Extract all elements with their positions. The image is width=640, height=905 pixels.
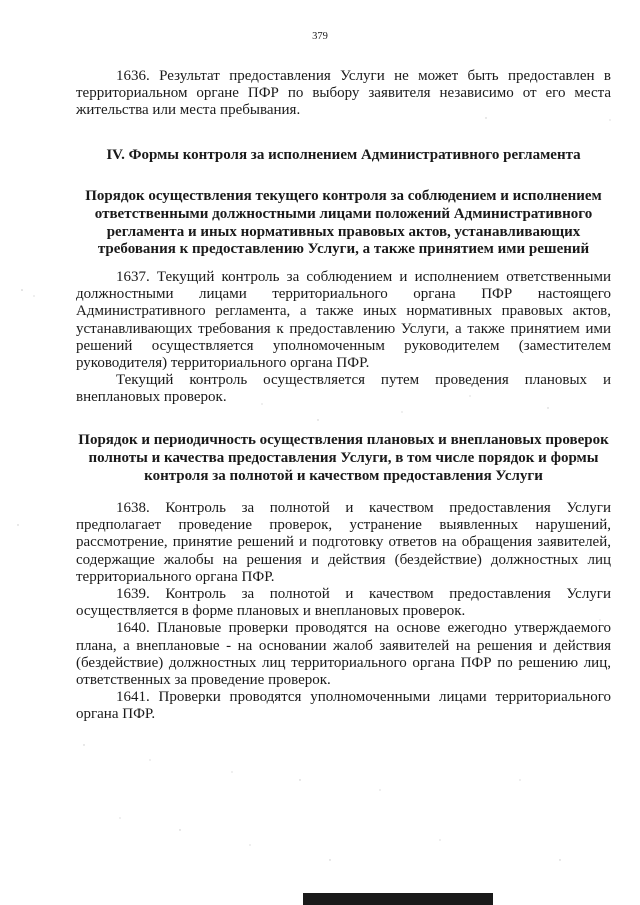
paragraph-1636: 1636. Результат предоставления Услуги не может быть предоставлен в территориальном органе ПФР по выбору заявителя независимо от его места жительства или места пребывания.: [76, 68, 611, 119]
subheading-current-control: Порядок осуществления текущего контроля за соблюдением и исполнением ответственными должностными лицами положений Административного регламента и иных нормативных правовых актов, устанавливающих требования к предоставлению Услуги, а также принятием ими решений: [85, 188, 602, 258]
section-heading: IV. Формы контроля за исполнением Административного регламента: [106, 147, 581, 163]
bottom-edge-mark: [303, 893, 493, 905]
paragraph-1640: 1640. Плановые проверки проводятся на основе ежегодно утверждаемого плана, а внеплановые - на основании жалоб заявителей на решения и действия (бездействие) должностных лиц территориального органа ПФР по решению лиц, ответственных за проведение проверок.: [76, 620, 611, 689]
paragraph-1638: 1638. Контроль за полнотой и качеством предоставления Услуги предполагает проведение проверок, устранение выявленных нарушений, рассмотрение, принятие решений и подготовку ответов на обращения заявителей, содержащие жалобы на решения и действия (бездействие) должностных лиц территориального органа ПФР.: [76, 500, 611, 585]
subheading-inspections: Порядок и периодичность осуществления плановых и внеплановых проверок полноты и качества предоставления Услуги, в том числе порядок и формы контроля за полнотой и качеством предоставления Услуги: [78, 432, 609, 484]
paragraph-1641: 1641. Проверки проводятся уполномоченными лицами территориального органа ПФР.: [76, 689, 611, 723]
paragraph-current-control: Текущий контроль осуществляется путем проведения плановых и внеплановых проверок.: [76, 372, 611, 406]
paragraph-1637: 1637. Текущий контроль за соблюдением и исполнением ответственными должностными лицами территориального органа ПФР настоящего Административного регламента, а также иных нормативных правовых актов, устанавливающих требования к предоставлению Услуги, а также принятием ими решений осуществляется уполномоченным руководителем (заместителем руководителя) территориального органа ПФР.: [76, 269, 611, 372]
page-number: 379: [312, 31, 328, 42]
paragraph-1639: 1639. Контроль за полнотой и качеством предоставления Услуги осуществляется в форме плановых и внеплановых проверок.: [76, 586, 611, 620]
paragraph-1636-block: [76, 68, 611, 120]
paragraph-1638-1641-block: [76, 500, 611, 724]
paragraph-1637-block: [76, 269, 611, 407]
